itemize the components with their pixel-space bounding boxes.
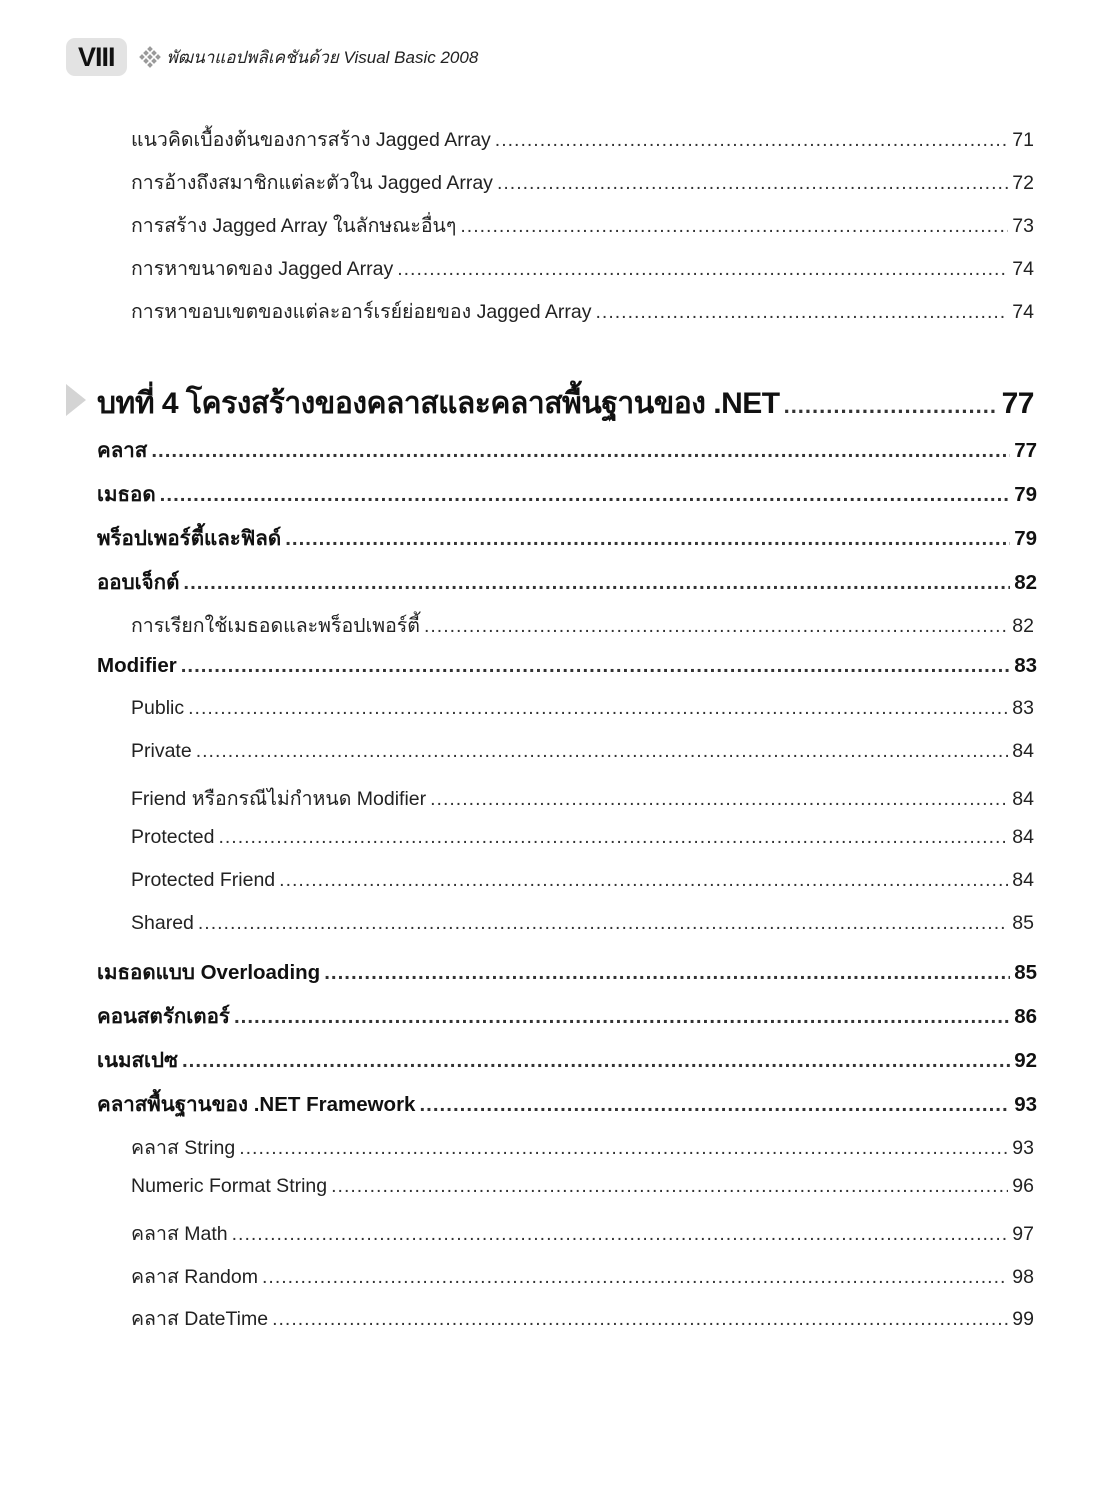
- toc-entry-page: 84: [1012, 788, 1034, 810]
- toc-entry-page: 84: [1012, 740, 1034, 762]
- book-title: พัฒนาแอปพลิเคชันด้วย Visual Basic 2008: [166, 47, 479, 67]
- toc-entry[interactable]: [97, 654, 1037, 678]
- toc-entry-page: 85: [1012, 912, 1034, 934]
- triangle-arrow-icon: [64, 382, 88, 418]
- toc-entry-label: Modifier: [97, 654, 177, 677]
- toc-entry-page: 82: [1014, 571, 1037, 594]
- leader-dots: [784, 393, 998, 419]
- leader-dots: [262, 1266, 1008, 1289]
- toc-entry[interactable]: [131, 697, 1034, 720]
- toc-entry-label: คลาส Random: [131, 1266, 258, 1288]
- toc-entry-page: 83: [1012, 697, 1034, 719]
- toc-entry-page: 74: [1012, 258, 1034, 280]
- toc-entry-label: Protected Friend: [131, 869, 276, 891]
- toc-entry[interactable]: [97, 566, 1037, 599]
- toc-entry-label: พร็อปเพอร์ตี้และฟิลด์: [97, 527, 282, 550]
- toc-entry-label: เนมสเปซ: [97, 1049, 178, 1072]
- toc-entry[interactable]: [131, 1218, 1034, 1249]
- toc-entry[interactable]: [131, 1175, 1034, 1198]
- leader-dots: [232, 1223, 1009, 1246]
- leader-dots: [430, 788, 1008, 811]
- toc-entry[interactable]: [97, 1088, 1037, 1121]
- toc-entry-label: Friend หรือกรณีไม่กำหนด Modifier: [131, 788, 427, 810]
- toc-entry-page: 92: [1014, 1049, 1037, 1072]
- toc-entry-page: 86: [1014, 1005, 1037, 1028]
- toc-entry[interactable]: [131, 1132, 1034, 1163]
- toc-entry-label: เมธอดแบบ Overloading: [97, 961, 321, 984]
- leader-dots: [183, 571, 1010, 595]
- toc-entry-page: 84: [1012, 869, 1034, 891]
- toc-entry-label: คลาสพื้นฐานของ .NET Framework: [97, 1093, 416, 1116]
- toc-entry-label: คลาส Math: [131, 1223, 228, 1245]
- chapter-page: 77: [1001, 387, 1034, 420]
- toc-entry-page: 73: [1012, 215, 1034, 237]
- leader-dots: [188, 697, 1008, 720]
- page-number-badge: VIII: [66, 38, 127, 76]
- toc-entry-label: คลาส: [97, 439, 148, 462]
- chapter-title: บทที่ 4 โครงสร้างของคลาสและคลาสพื้นฐานของ .NET: [97, 387, 780, 420]
- toc-entry[interactable]: [131, 124, 1034, 155]
- toc-entry[interactable]: [131, 740, 1034, 763]
- leader-dots: [595, 301, 1008, 324]
- toc-entry[interactable]: [97, 956, 1037, 989]
- page-header: [66, 38, 478, 76]
- toc-entry-page: 82: [1012, 615, 1034, 637]
- toc-entry-label: การหาขนาดของ Jagged Array: [131, 258, 394, 280]
- leader-dots: [497, 172, 1008, 195]
- toc-entry[interactable]: [97, 1000, 1037, 1033]
- toc-entry-label: ออบเจ็กต์: [97, 571, 180, 594]
- toc-entry-label: การสร้าง Jagged Array ในลักษณะอื่นๆ: [131, 215, 457, 237]
- toc-entry[interactable]: [131, 869, 1034, 892]
- toc-entry[interactable]: [131, 1303, 1034, 1334]
- toc-entry[interactable]: [131, 253, 1034, 284]
- leader-dots: [218, 826, 1008, 849]
- leader-dots: [324, 961, 1010, 985]
- toc-entry-label: เมธอด: [97, 483, 156, 506]
- chapter-heading[interactable]: [97, 380, 1034, 427]
- toc-entry-label: Public: [131, 697, 185, 719]
- toc-entry-page: 96: [1012, 1175, 1034, 1197]
- toc-entry-label: Private: [131, 740, 192, 762]
- toc-entry-page: 79: [1014, 483, 1037, 506]
- leader-dots: [397, 258, 1008, 281]
- toc-entry-page: 74: [1012, 301, 1034, 323]
- toc-entry-label: คลาส DateTime: [131, 1308, 269, 1330]
- leader-dots: [285, 527, 1010, 551]
- toc-entry[interactable]: [131, 167, 1034, 198]
- toc-entry-page: 98: [1012, 1266, 1034, 1288]
- leader-dots: [424, 615, 1008, 638]
- leader-dots: [151, 439, 1010, 463]
- toc-entry[interactable]: [131, 826, 1034, 849]
- toc-entry-label: แนวคิดเบื้องต้นของการสร้าง Jagged Array: [131, 129, 491, 151]
- leader-dots: [460, 215, 1008, 238]
- toc-entry[interactable]: [97, 522, 1037, 555]
- leader-dots: [198, 912, 1008, 935]
- toc-entry-page: 83: [1014, 654, 1037, 677]
- leader-dots: [279, 869, 1008, 892]
- toc-entry-page: 71: [1012, 129, 1034, 151]
- toc-entry-label: Shared: [131, 912, 194, 934]
- toc-entry-label: Protected: [131, 826, 215, 848]
- toc-entry-page: 84: [1012, 826, 1034, 848]
- toc-entry[interactable]: [131, 296, 1034, 327]
- toc-entry-label: การหาขอบเขตของแต่ละอาร์เรย์ย่อยของ Jagged Array: [131, 301, 592, 323]
- toc-entry[interactable]: [131, 210, 1034, 241]
- toc-entry-label: การอ้างถึงสมาชิกแต่ละตัวใน Jagged Array: [131, 172, 493, 194]
- toc-entry-page: 79: [1014, 527, 1037, 550]
- toc-entry[interactable]: [97, 478, 1037, 511]
- leader-dots: [239, 1137, 1008, 1160]
- diamond-pattern-icon: [139, 46, 161, 68]
- toc-entry[interactable]: [131, 783, 1034, 814]
- leader-dots: [160, 483, 1011, 507]
- toc-entry[interactable]: [97, 434, 1037, 467]
- toc-entry[interactable]: [131, 610, 1034, 641]
- leader-dots: [331, 1175, 1008, 1198]
- toc-entry-page: 72: [1012, 172, 1034, 194]
- toc-entry-label: คลาส String: [131, 1137, 236, 1159]
- leader-dots: [182, 1049, 1010, 1073]
- toc-entry-label: คอนสตรักเตอร์: [97, 1005, 230, 1028]
- leader-dots: [419, 1093, 1010, 1117]
- toc-entry-page: 99: [1012, 1308, 1034, 1330]
- toc-entry[interactable]: [97, 1044, 1037, 1077]
- toc-entry-page: 97: [1012, 1223, 1034, 1245]
- toc-entry-page: 93: [1014, 1093, 1037, 1116]
- leader-dots: [234, 1005, 1010, 1029]
- toc-entry-page: 77: [1014, 439, 1037, 462]
- toc-entry[interactable]: [131, 912, 1034, 935]
- toc-entry-label: การเรียกใช้เมธอดและพร็อปเพอร์ตี้: [131, 615, 420, 637]
- leader-dots: [272, 1308, 1008, 1331]
- leader-dots: [181, 654, 1010, 678]
- toc-entry-label: Numeric Format String: [131, 1175, 328, 1197]
- toc-entry-page: 93: [1012, 1137, 1034, 1159]
- leader-dots: [196, 740, 1009, 763]
- leader-dots: [495, 129, 1009, 152]
- toc-entry[interactable]: [131, 1261, 1034, 1292]
- toc-entry-page: 85: [1014, 961, 1037, 984]
